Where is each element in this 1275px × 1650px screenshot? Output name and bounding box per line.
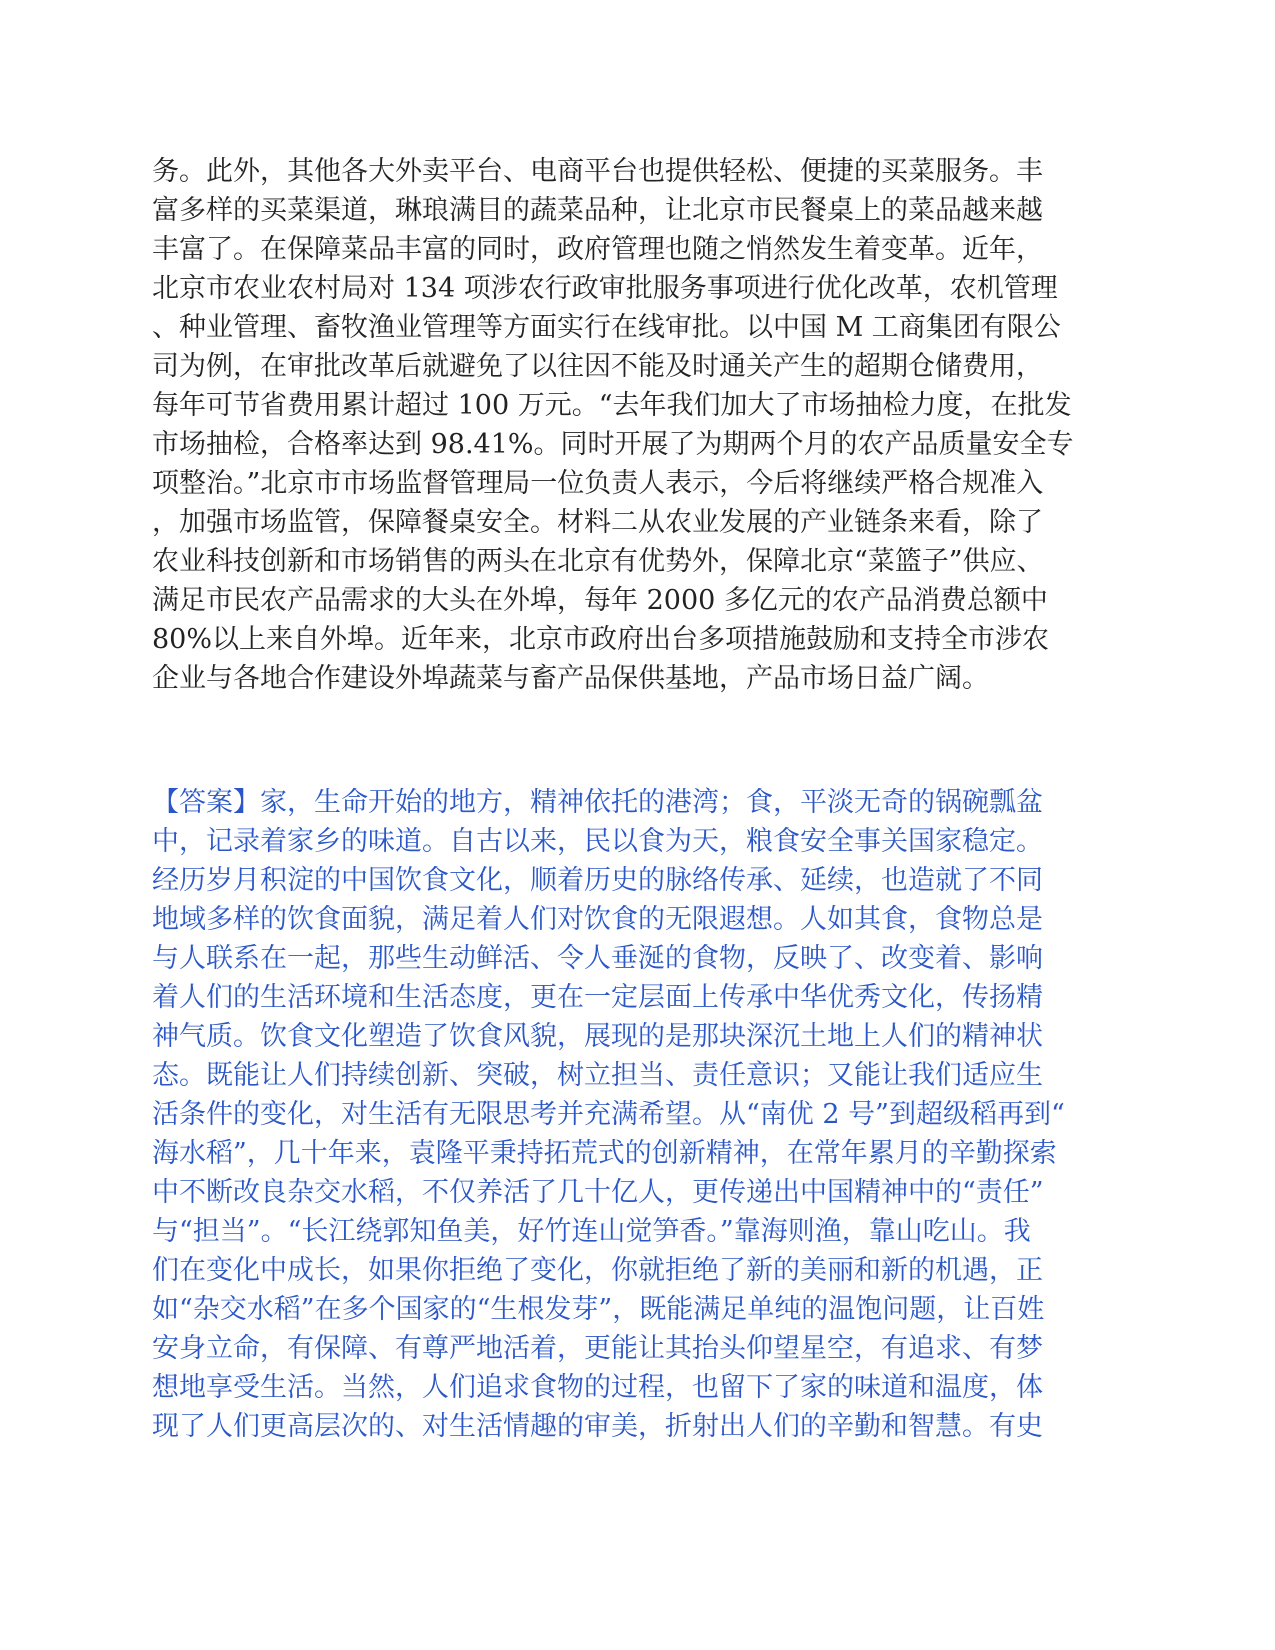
answer-line: 们在变化中成长，如果你拒绝了变化，你就拒绝了新的美丽和新的机遇，正 [152,1255,1043,1286]
answer-line: 神气质。饮食文化塑造了饮食风貌，展现的是那块深沉土地上人们的精神状 [152,1021,1043,1052]
answer-line: 活条件的变化，对生活有无限思考并充满希望。从“南优 2 号”到超级稻再到“ [152,1099,1065,1130]
material-paragraph [152,152,1132,698]
material-line: 丰富了。在保障菜品丰富的同时，政府管理也随之悄然发生着变革。近年， [152,234,1043,265]
answer-line: 中不断改良杂交水稻，不仅养活了几十亿人，更传递出中国精神中的“责任” [152,1177,1044,1208]
answer-line: 想地享受生活。当然，人们追求食物的过程，也留下了家的味道和温度，体 [152,1372,1043,1403]
material-line: 、种业管理、畜牧渔业管理等方面实行在线审批。以中国 M 工商集团有限公 [152,312,1061,343]
material-line: 务。此外，其他各大外卖平台、电商平台也提供轻松、便捷的买菜服务。丰 [152,156,1043,187]
answer-line: 与人联系在一起，那些生动鲜活、令人垂涎的食物，反映了、改变着、影响 [152,943,1043,974]
answer-line: 【答案】家，生命开始的地方，精神依托的港湾；食，平淡无奇的锅碗瓢盆 [152,787,1043,818]
answer-line: 海水稻”，几十年来，袁隆平秉持拓荒式的创新精神，在常年累月的辛勤探索 [152,1138,1057,1169]
answer-line: 如“杂交水稻”在多个国家的“生根发芽”，既能满足单纯的温饱问题，让百姓 [152,1294,1045,1325]
answer-line: 着人们的生活环境和生活态度，更在一定层面上传承中华优秀文化，传扬精 [152,982,1043,1013]
material-line: 司为例，在审批改革后就避免了以往因不能及时通关产生的超期仓储费用， [152,351,1043,382]
material-line: 企业与各地合作建设外埠蔬菜与畜产品保供基地，产品市场日益广阔。 [152,663,989,694]
answer-line: 与“担当”。“长江绕郭知鱼美，好竹连山觉笋香。”靠海则渔，靠山吃山。我 [152,1216,1031,1247]
material-line: 农业科技创新和市场销售的两头在北京有优势外，保障北京“菜篮子”供应、 [152,546,1044,577]
material-line: 项整治。”北京市市场监督管理局一位负责人表示，今后将继续严格合规准入 [152,468,1044,499]
answer-line: 经历岁月积淀的中国饮食文化，顺着历史的脉络传承、延续，也造就了不同 [152,865,1043,896]
material-line: 北京市农业农村局对 134 项涉农行政审批服务事项进行优化改革，农机管理 [152,273,1058,304]
material-line: 每年可节省费用累计超过 100 万元。“去年我们加大了市场抽检力度，在批发 [152,390,1072,421]
answer-line: 现了人们更高层次的、对生活情趣的审美，折射出人们的辛勤和智慧。有史 [152,1411,1043,1442]
answer-line: 中，记录着家乡的味道。自古以来，民以食为天，粮食安全事关国家稳定。 [152,826,1043,857]
material-line: 80%以上来自外埠。近年来，北京市政府出台多项措施鼓励和支持全市涉农 [152,624,1050,655]
answer-paragraph [152,783,1132,1446]
material-line: ，加强市场监管，保障餐桌安全。材料二从农业发展的产业链条来看，除了 [152,507,1043,538]
material-line: 市场抽检，合格率达到 98.41%。同时开展了为期两个月的农产品质量安全专 [152,429,1074,460]
answer-line: 态。既能让人们持续创新、突破，树立担当、责任意识；又能让我们适应生 [152,1060,1043,1091]
material-line: 富多样的买菜渠道，琳琅满目的蔬菜品种，让北京市民餐桌上的菜品越来越 [152,195,1043,226]
answer-line: 安身立命，有保障、有尊严地活着，更能让其抬头仰望星空，有追求、有梦 [152,1333,1043,1364]
material-line: 满足市民农产品需求的大头在外埠，每年 2000 多亿元的农产品消费总额中 [152,585,1048,616]
answer-line: 地域多样的饮食面貌，满足着人们对饮食的无限遐想。人如其食，食物总是 [152,904,1043,935]
